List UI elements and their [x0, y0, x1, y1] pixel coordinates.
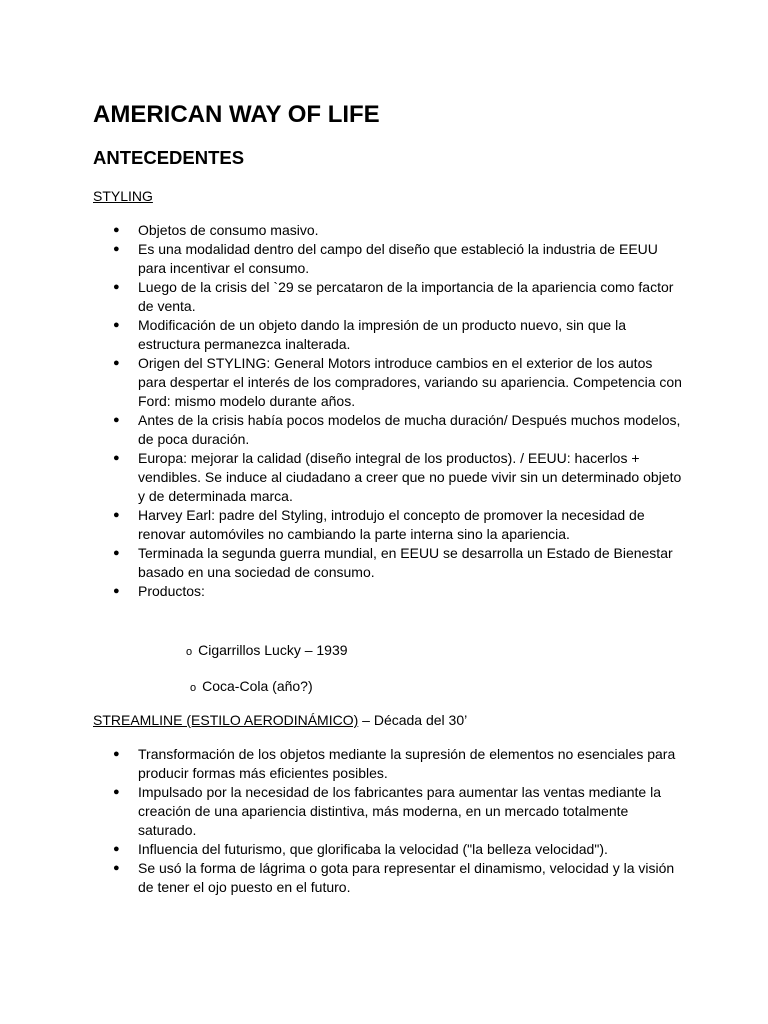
bullet-icon: ●: [113, 748, 120, 760]
list-item-text: Es una modalidad dentro del campo del diseño que estableció la industria de EEUU para incentivar el consumo.: [138, 241, 658, 276]
sub-bullet-icon: o: [190, 682, 197, 694]
bullet-icon: ●: [113, 357, 120, 369]
list-item-text: Harvey Earl: padre del Styling, introdujo el concepto de promover la necesidad de renovar automóviles no cambiando la parte interna sino la apariencia.: [138, 507, 645, 542]
bullet-icon: ●: [113, 243, 120, 255]
bullet-icon: ●: [113, 862, 120, 874]
document-title: AMERICAN WAY OF LIFE: [93, 101, 380, 128]
list-item: [113, 544, 683, 582]
list-item: [113, 840, 683, 859]
bullet-icon: ●: [113, 319, 120, 331]
list-item-text: Modificación de un objeto dando la impresión de un producto nuevo, sin que la estructura permanezca inalterada.: [138, 317, 626, 352]
list-item: [113, 221, 683, 240]
streamline-heading-suffix: – Década del 30’: [358, 712, 468, 728]
list-item: [113, 240, 683, 278]
list-item: [113, 859, 683, 897]
streamline-heading: [93, 711, 467, 730]
sub-bullet-icon: o: [186, 646, 193, 658]
list-item: [113, 582, 683, 601]
styling-heading: [93, 187, 153, 206]
list-item: [113, 316, 683, 354]
bullet-icon: ●: [113, 281, 120, 293]
list-item: [113, 411, 683, 449]
list-item-text: Europa: mejorar la calidad (diseño integral de los productos). / EEUU: hacerlos + vendibles. Se induce al ciudadano a creer que no puede vivir sin un determinado objeto y de determinada marca.: [138, 450, 682, 504]
list-item-text: Influencia del futurismo, que glorificaba la velocidad ("la belleza velocidad").: [138, 841, 608, 857]
bullet-icon: ●: [113, 509, 120, 521]
list-item-text: Transformación de los objetos mediante la supresión de elementos no esenciales para producir formas más eficientes posibles.: [138, 746, 676, 781]
list-item: [113, 278, 683, 316]
list-item-text: Antes de la crisis había pocos modelos de mucha duración/ Después muchos modelos, de poca duración.: [138, 412, 681, 447]
list-item: [113, 783, 683, 840]
streamline-bullet-list: [113, 745, 683, 897]
list-item-text: Productos:: [138, 583, 205, 599]
bullet-icon: ●: [113, 224, 120, 236]
list-item-text: Terminada la segunda guerra mundial, en EEUU se desarrolla un Estado de Bienestar basado en una sociedad de consumo.: [138, 545, 673, 580]
bullet-icon: ●: [113, 452, 120, 464]
streamline-heading-text: STREAMLINE (ESTILO AERODINÁMICO): [93, 712, 359, 728]
bullet-icon: ●: [113, 585, 120, 597]
product-item-text: Coca-Cola (año?): [202, 678, 313, 694]
list-item-text: Impulsado por la necesidad de los fabricantes para aumentar las ventas mediante la creación de una apariencia distintiva, más moderna, en un mercado totalmente saturado.: [138, 784, 661, 838]
styling-bullet-list: [113, 221, 683, 601]
product-item-text: Cigarrillos Lucky – 1939: [198, 642, 348, 658]
product-item-lucky: [186, 641, 348, 662]
bullet-icon: ●: [113, 786, 120, 798]
list-item-text: Origen del STYLING: General Motors introduce cambios en el exterior de los autos para despertar el interés de los compradores, variando su apariencia. Competencia con Ford: mismo modelo durante años.: [138, 355, 682, 409]
list-item: [113, 354, 683, 411]
list-item: [113, 745, 683, 783]
list-item: [113, 449, 683, 506]
document-subtitle: ANTECEDENTES: [93, 147, 245, 168]
bullet-icon: ●: [113, 843, 120, 855]
styling-heading-text: STYLING: [93, 188, 153, 204]
list-item-text: Luego de la crisis del `29 se percataron de la importancia de la apariencia como factor de venta.: [138, 279, 674, 314]
list-item-text: Objetos de consumo masivo.: [138, 222, 319, 238]
bullet-icon: ●: [113, 414, 120, 426]
product-item-cocacola: [190, 677, 313, 698]
bullet-icon: ●: [113, 547, 120, 559]
list-item: [113, 506, 683, 544]
list-item-text: Se usó la forma de lágrima o gota para representar el dinamismo, velocidad y la visión de tener el ojo puesto en el futuro.: [138, 860, 675, 895]
